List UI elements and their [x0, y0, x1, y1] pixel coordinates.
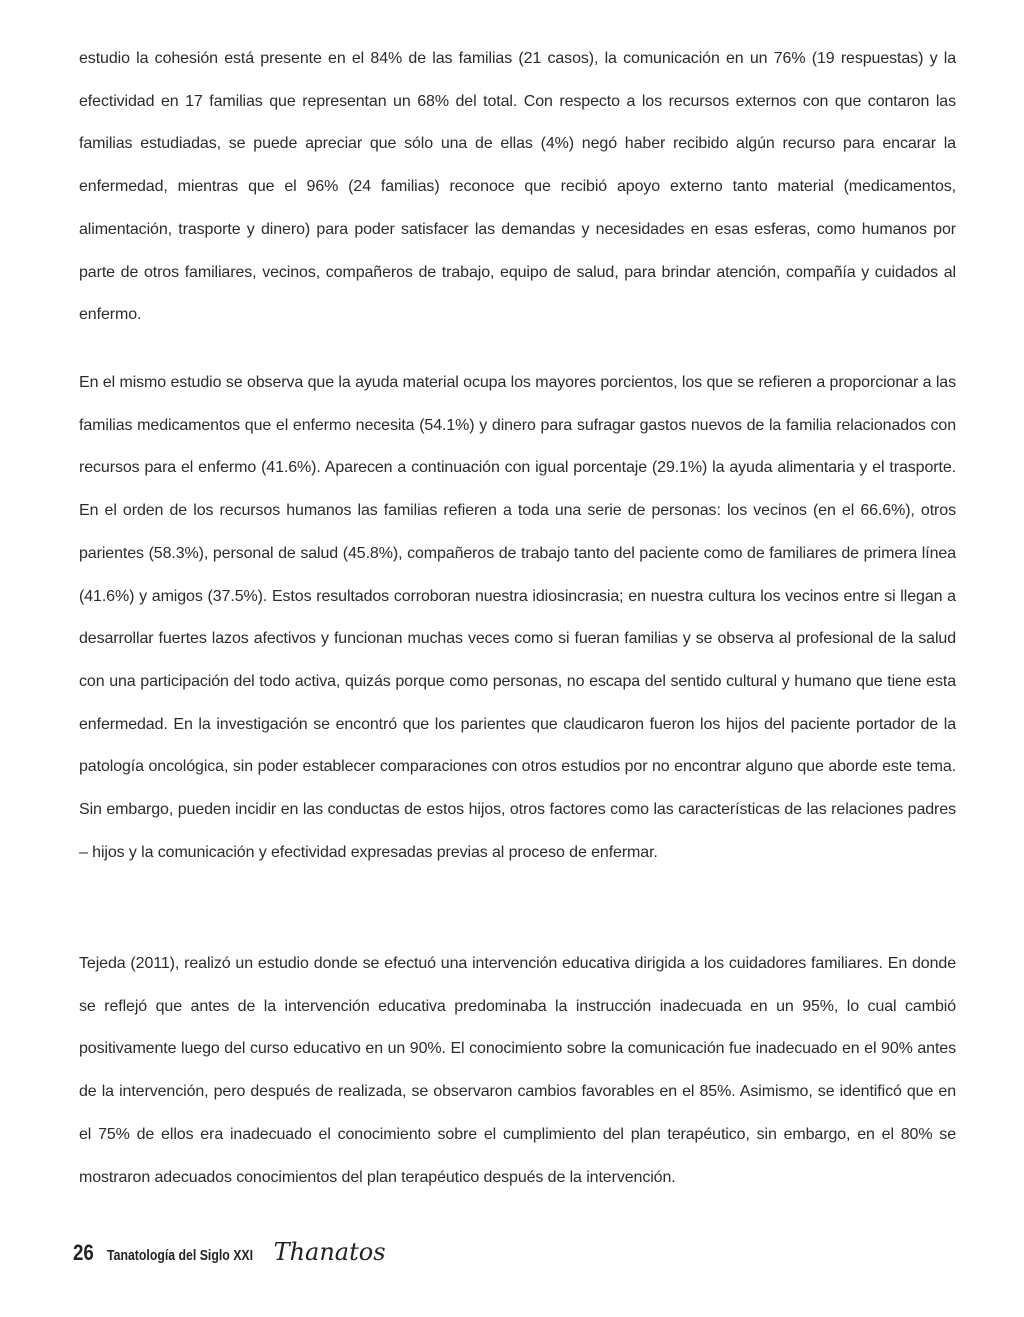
body-paragraph-2: En el mismo estudio se observa que la ayuda material ocupa los mayores porcientos, los que se refieren a proporcionar a las familias medicamentos que el enfermo necesita (54.1%) y dinero para sufragar gastos nuevos de la familia relacionados con recursos para el enfermo (41.6%). Aparecen a continuación con igual porcentaje (29.1%) la ayuda alimentaria y el trasporte. En el orden de los recursos humanos las familias refieren a toda una serie de personas: los vecinos (en el 66.6%), otros parientes (58.3%), personal de salud (45.8%), compañeros de trabajo tanto del paciente como de familiares de primera línea (41.6%) y amigos (37.5%). Estos resultados corroboran nuestra idiosincrasia; en nuestra cultura los vecinos entre si llegan a desarrollar fuertes lazos afectivos y funcionan muchas veces como si fueran familias y se observa al profesional de la salud con una participación del todo activa, quizás porque como personas, no escapa del sentido cultural y humano que tiene esta enfermedad. En la investigación se encontró que los parientes que claudicaron fueron los hijos del paciente portador de la patología oncológica, sin poder establecer comparaciones con otros estudios por no encontrar alguno que aborde este tema. Sin embargo, pueden incidir en las conductas de estos hijos, otros factores como las características de las relaciones padres – hijos y la comunicación y efectividad expresadas previas al proceso de enfermar. [79, 374, 956, 861]
page-footer [73, 1238, 386, 1278]
journal-name: Tanatología del Siglo XXI [107, 1247, 254, 1264]
body-paragraph-3: Tejeda (2011), realizó un estudio donde se efectuó una intervención educativa dirigida a los cuidadores familiares. En donde se reflejó que antes de la intervención educativa predominaba la instrucción inadecuada en un 95%, lo cual cambió positivamente luego del curso educativo en un 90%. El conocimiento sobre la comunicación fue inadecuado en el 90% antes de la intervención, pero después de realizada, se observaron cambios favorables en el 85%. Asimismo, se identificó que en el 75% de ellos era inadecuado el conocimiento sobre el cumplimiento del plan terapéutico, sin embargo, en el 80% se mostraron adecuados conocimientos del plan terapéutico después de la intervención. [79, 955, 956, 1186]
page-number: 26 [73, 1240, 94, 1265]
body-paragraph-1: estudio la cohesión está presente en el 84% de las familias (21 casos), la comunicación en un 76% (19 respuestas) y la efectividad en 17 familias que representan un 68% del total. Con respecto a los recursos externos con que contaron las familias estudiadas, se puede apreciar que sólo una de ellas (4%) negó haber recibido algún recurso para encarar la enfermedad, mientras que el 96% (24 familias) reconoce que recibió apoyo externo tanto material (medicamentos, alimentación, trasporte y dinero) para poder satisfacer las demandas y necesidades en esas esferas, como humanos por parte de otros familiares, vecinos, compañeros de trabajo, equipo de salud, para brindar atención, compañía y cuidados al enfermo. [79, 50, 956, 324]
journal-logo: Thanatos [273, 1238, 386, 1266]
